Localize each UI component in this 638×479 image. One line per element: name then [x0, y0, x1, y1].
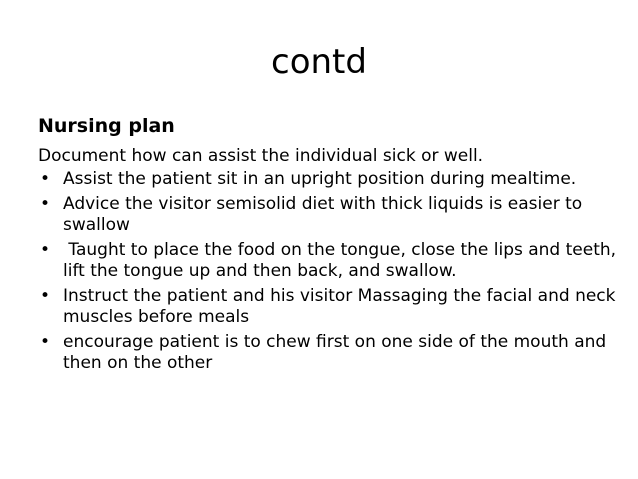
bullet-text: Advice the visitor semisolid diet with thick liquids is easier to swallow — [63, 194, 583, 235]
bullet-item-1 — [38, 169, 628, 190]
section-heading: Nursing plan — [38, 115, 175, 137]
bullet-text: Assist the patient sit in an upright position during mealtime. — [63, 169, 577, 189]
bullet-list — [38, 169, 628, 374]
bullet-icon: • — [40, 332, 51, 352]
bullet-text: Taught to place the food on the tongue, close the lips and teeth, lift the tongue up and then back, and swallow. — [63, 240, 622, 281]
bullet-icon: • — [40, 194, 51, 214]
bullet-item-2 — [38, 194, 628, 236]
bullet-icon: • — [40, 169, 51, 189]
bullet-text: encourage patient is to chew first on one side of the mouth and then on the other — [63, 332, 607, 373]
bullet-icon: • — [40, 240, 51, 260]
bullet-item-4 — [38, 286, 628, 328]
bullet-item-3 — [38, 240, 628, 282]
slide-content — [38, 114, 628, 378]
bullet-text: Instruct the patient and his visitor Massaging the facial and neck muscles before meals — [63, 286, 616, 327]
slide-title: contd — [271, 42, 367, 82]
intro-text: Document how can assist the individual sick or well. — [38, 146, 484, 166]
bullet-icon: • — [40, 286, 51, 306]
bullet-item-5 — [38, 332, 628, 374]
